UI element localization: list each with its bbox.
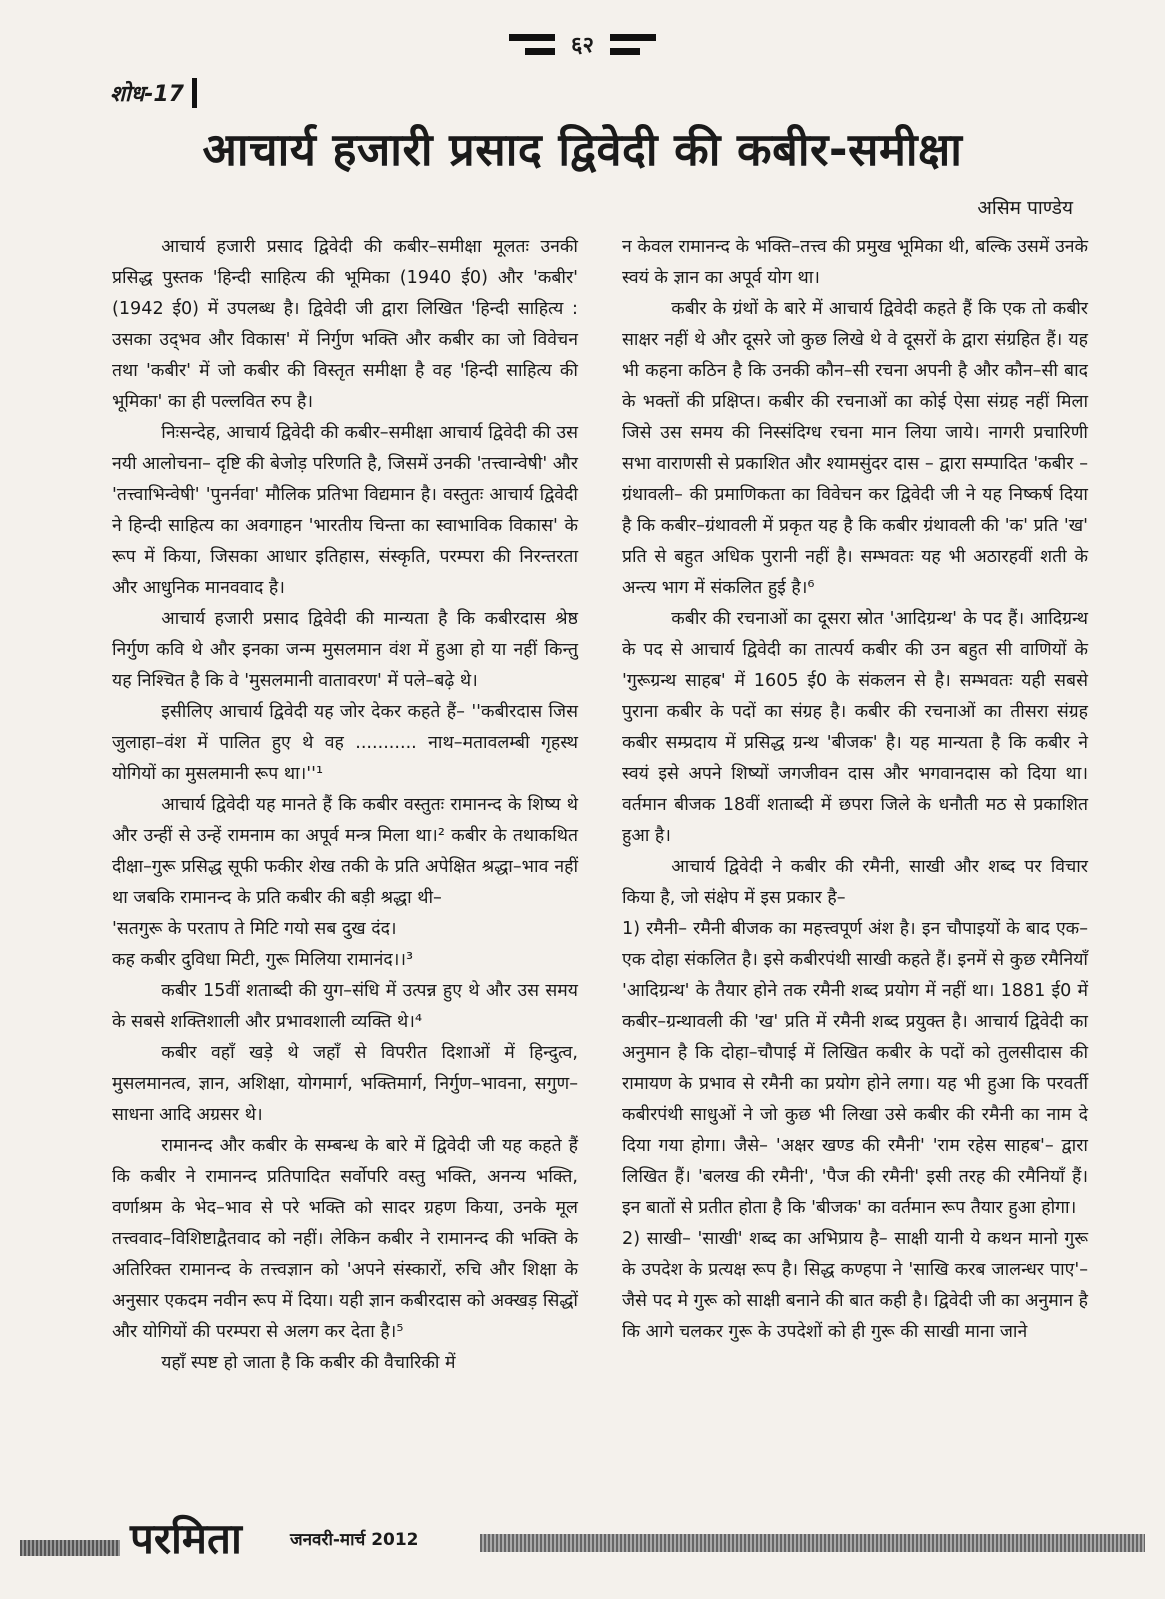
paragraph: न केवल रामानन्द के भक्ति–तत्त्व की प्रमुख भूमिका थी, बल्कि उसमें उनके स्वयं के ज्ञान का अपूर्व योग था। <box>622 237 1088 288</box>
paragraph: आचार्य हजारी प्रसाद द्विवेदी की मान्यता है कि कबीरदास श्रेष्ठ निर्गुण कवि थे और इनका जन्म मुसलमान वंश में हुआ हो या नहीं किन्तु यह निश्चित है कि वे 'मुसलमानी वातावरण' में पले–बढ़े थे। <box>112 609 578 691</box>
verse-line: कह कबीर दुविधा मिटी, गुरू मिलिया रामानंद।।³ <box>112 950 414 970</box>
issue-date: जनवरी-मार्च 2012 <box>290 1530 419 1550</box>
paragraph: 2) साखी– 'साखी' शब्द का अभिप्राय है– साक्षी यानी ये कथन मानो गुरू के उपदेश के प्रत्यक्ष रूप है। सिद्ध कण्हपा ने 'साखि करब जालन्धर पाए'– जैसे पद मे गुरू को साक्षी बनाने की बात कही है। द्विवेदी जी का अनुमान है कि आगे चलकर गुरू के उपदेशों को ही गुरू की साखी माना जाने <box>622 1229 1088 1342</box>
page-number-ornament <box>0 14 1165 74</box>
ornament-bars-left <box>509 34 555 55</box>
paragraph: कबीर वहाँ खड़े थे जहाँ से विपरीत दिशाओं में हिन्दुत्व, मुसलमानत्व, ज्ञान, अशिक्षा, योगमार्ग, भक्तिमार्ग, निर्गुण–भावना, सगुण–साधना आदि अग्रसर थे। <box>112 1043 578 1125</box>
paragraph: निःसन्देह, आचार्य द्विवेदी की कबीर–समीक्षा आचार्य द्विवेदी की उस नयी आलोचना– दृष्टि की बेजोड़ परिणति है, जिसमें उनकी 'तत्त्वान्वेषी' और 'तत्त्वाभिन्वेषी' 'पुनर्नवा' मौलिक प्रतिभा विद्यमान है। वस्तुतः आचार्य द्विवेदी ने हिन्दी साहित्य का अवगाहन 'भारतीय चिन्ता का स्वाभाविक विकास' के रूप में किया, जिसका आधार इतिहास, संस्कृति, परम्परा की निरन्तरता और आधुनिक मानववाद है। <box>112 423 578 598</box>
paragraph: आचार्य द्विवेदी ने कबीर की रमैनी, साखी और शब्द पर विचार किया है, जो संक्षेप में इस प्रकार है– <box>622 857 1088 908</box>
footer-bar-right <box>480 1534 1145 1552</box>
verse-line: 'सतगुरू के परताप ते मिटि गयो सब दुख दंद। <box>112 919 397 939</box>
author-name: असिम पाण्डेय <box>977 197 1073 219</box>
paragraph: आचार्य द्विवेदी यह मानते हैं कि कबीर वस्तुतः रामानन्द के शिष्य थे और उन्हीं से उन्हें रामनाम का अपूर्व मन्त्र मिला था।² कबीर के तथाकथित दीक्षा–गुरू प्रसिद्ध सूफी फकीर शेख तकी के प्रति अपेक्षित श्रद्धा–भाव नहीं था जबकि रामानन्द के प्रति कबीर की बड़ी श्रद्धा थी– <box>112 795 578 908</box>
paragraph: रामानन्द और कबीर के सम्बन्ध के बारे में द्विवेदी जी यह कहते हैं कि कबीर ने रामानन्द प्रतिपादित सर्वोपरि वस्तु भक्ति, अनन्य भक्ति, वर्णाश्रम के भेद–भाव से परे भक्ति को सादर ग्रहण किया, उनके मूल तत्त्ववाद–विशिष्टाद्वैतवाद को नहीं। लेकिन कबीर ने रामानन्द की भक्ति के अतिरिक्त रामानन्द के तत्त्वज्ञान को 'अपने संस्कारों, रुचि और शिक्षा के अनुसार एकदम नवीन रूप में दिया। यही ज्ञान कबीरदास को अक्खड़ सिद्धों और योगियों की परम्परा से अलग कर देता है।⁵ <box>112 1136 578 1342</box>
footer-bar-left <box>20 1540 120 1556</box>
page-number: ६२ <box>571 33 594 58</box>
ornament-bars-right <box>610 34 656 55</box>
right-column <box>622 232 1088 1348</box>
paragraph: 1) रमैनी– रमैनी बीजक का महत्त्वपूर्ण अंश है। इन चौपाइयों के बाद एक–एक दोहा संकलित है। इसे कबीरपंथी साखी कहते हैं। इनमें से कुछ रमैनियाँ 'आदिग्रन्थ' के तैयार होने तक रमैनी शब्द प्रयोग में नहीं था। 1881 ई0 में कबीर–ग्रन्थावली की 'ख' प्रति में रमैनी शब्द प्रयुक्त है। आचार्य द्विवेदी का अनुमान है कि दोहा–चौपाई में लिखित कबीर के पदों को तुलसीदास की रामायण के प्रभाव से रमैनी का प्रयोग होने लगा। यह भी हुआ कि परवर्ती कबीरपंथी साधुओं ने जो कुछ भी लिखा उसे कबीर की रमैनी का नाम दे दिया गया होगा। जैसे– 'अक्षर खण्ड की रमैनी' 'राम रहेस साहब'– द्वारा लिखित हैं। 'बलख की रमैनी', 'पैज की रमैनी' इसी तरह की रमैनियाँ हैं। इन बातों से प्रतीत होता है कि 'बीजक' का वर्तमान रूप तैयार हुआ होगा। <box>622 919 1088 1218</box>
left-column <box>112 232 578 1379</box>
series-tag: शोध-17 <box>110 78 197 108</box>
article-title: आचार्य हजारी प्रसाद द्विवेदी की कबीर-समीक्षा <box>202 123 963 176</box>
magazine-logo: परमिता <box>130 1514 242 1563</box>
paragraph: यहाँ स्पष्ट हो जाता है कि कबीर की वैचारिकी में <box>161 1353 456 1373</box>
paragraph: कबीर 15वीं शताब्दी की युग–संधि में उत्पन्न हुए थे और उस समय के सबसे शक्तिशाली और प्रभावशाली व्यक्ति थे।⁴ <box>112 981 578 1032</box>
paragraph: आचार्य हजारी प्रसाद द्विवेदी की कबीर–समीक्षा मूलतः उनकी प्रसिद्ध पुस्तक 'हिन्दी साहित्य की भूमिका (1940 ई0) और 'कबीर' (1942 ई0) में उपलब्ध है। द्विवेदी जी द्वारा लिखित 'हिन्दी साहित्य : उसका उद्‌भव और विकास' में निर्गुण भक्ति और कबीर का जो विवेचन तथा 'कबीर' में जो कबीर की विस्तृत समीक्षा है वह 'हिन्दी साहित्य की भूमिका' का ही पल्लवित रुप है। <box>112 237 578 412</box>
paragraph: कबीर की रचनाओं का दूसरा स्रोत 'आदिग्रन्थ' के पद हैं। आदिग्रन्थ के पद से आचार्य द्विवेदी का तात्पर्य कबीर की उन बहुत सी वाणियों के 'गुरूग्रन्थ साहब' में 1605 ई0 के संकलन से है। सम्भवतः यही सबसे पुराना कबीर के पदों का संग्रह है। कबीर की रचनाओं का तीसरा संग्रह कबीर सम्प्रदाय में प्रसिद्ध ग्रन्थ 'बीजक' है। यह मान्यता है कि कबीर ने स्वयं इसे अपने शिष्यों जगजीवन दास और भगवानदास को दिया था। वर्तमान बीजक 18वीं शताब्दी में छपरा जिले के धनौती मठ से प्रकाशित हुआ है। <box>622 609 1089 846</box>
paragraph: कबीर के ग्रंथों के बारे में आचार्य द्विवेदी कहते हैं कि एक तो कबीर साक्षर नहीं थे और दूसरे जो कुछ लिखे थे वे दूसरों के द्वारा संग्रहित हैं। यह भी कहना कठिन है कि उनकी कौन–सी रचना अपनी है और कौन–सी बाद के भक्तों की प्रक्षिप्त। कबीर की रचनाओं का कोई ऐसा संग्रह नहीं मिला जिसे उस समय की निस्संदिग्ध रचना मान लिया जाये। नागरी प्रचारिणी सभा वाराणसी से प्रकाशित और श्यामसुंदर दास – द्वारा सम्पादित 'कबीर – ग्रंथावली– की प्रमाणिकता का विवेचन कर द्विवेदी जी ने यह निष्कर्ष दिया है कि कबीर–ग्रंथावली में प्रकृत यह है कि कबीर ग्रंथावली की 'क' प्रति 'ख' प्रति से बहुत अधिक पुरानी नहीं है। सम्भवतः यह भी अठारहवीं शती के अन्त्य भाग में संकलित हुई है।⁶ <box>622 299 1089 598</box>
paragraph: इसीलिए आचार्य द्विवेदी यह जोर देकर कहते हैं– ''कबीरदास जिस जुलाहा–वंश में पालित हुए थे वह ........... नाथ–मतावलम्बी गृहस्थ योगियों का मुसलमानी रूप था।''¹ <box>112 702 578 784</box>
